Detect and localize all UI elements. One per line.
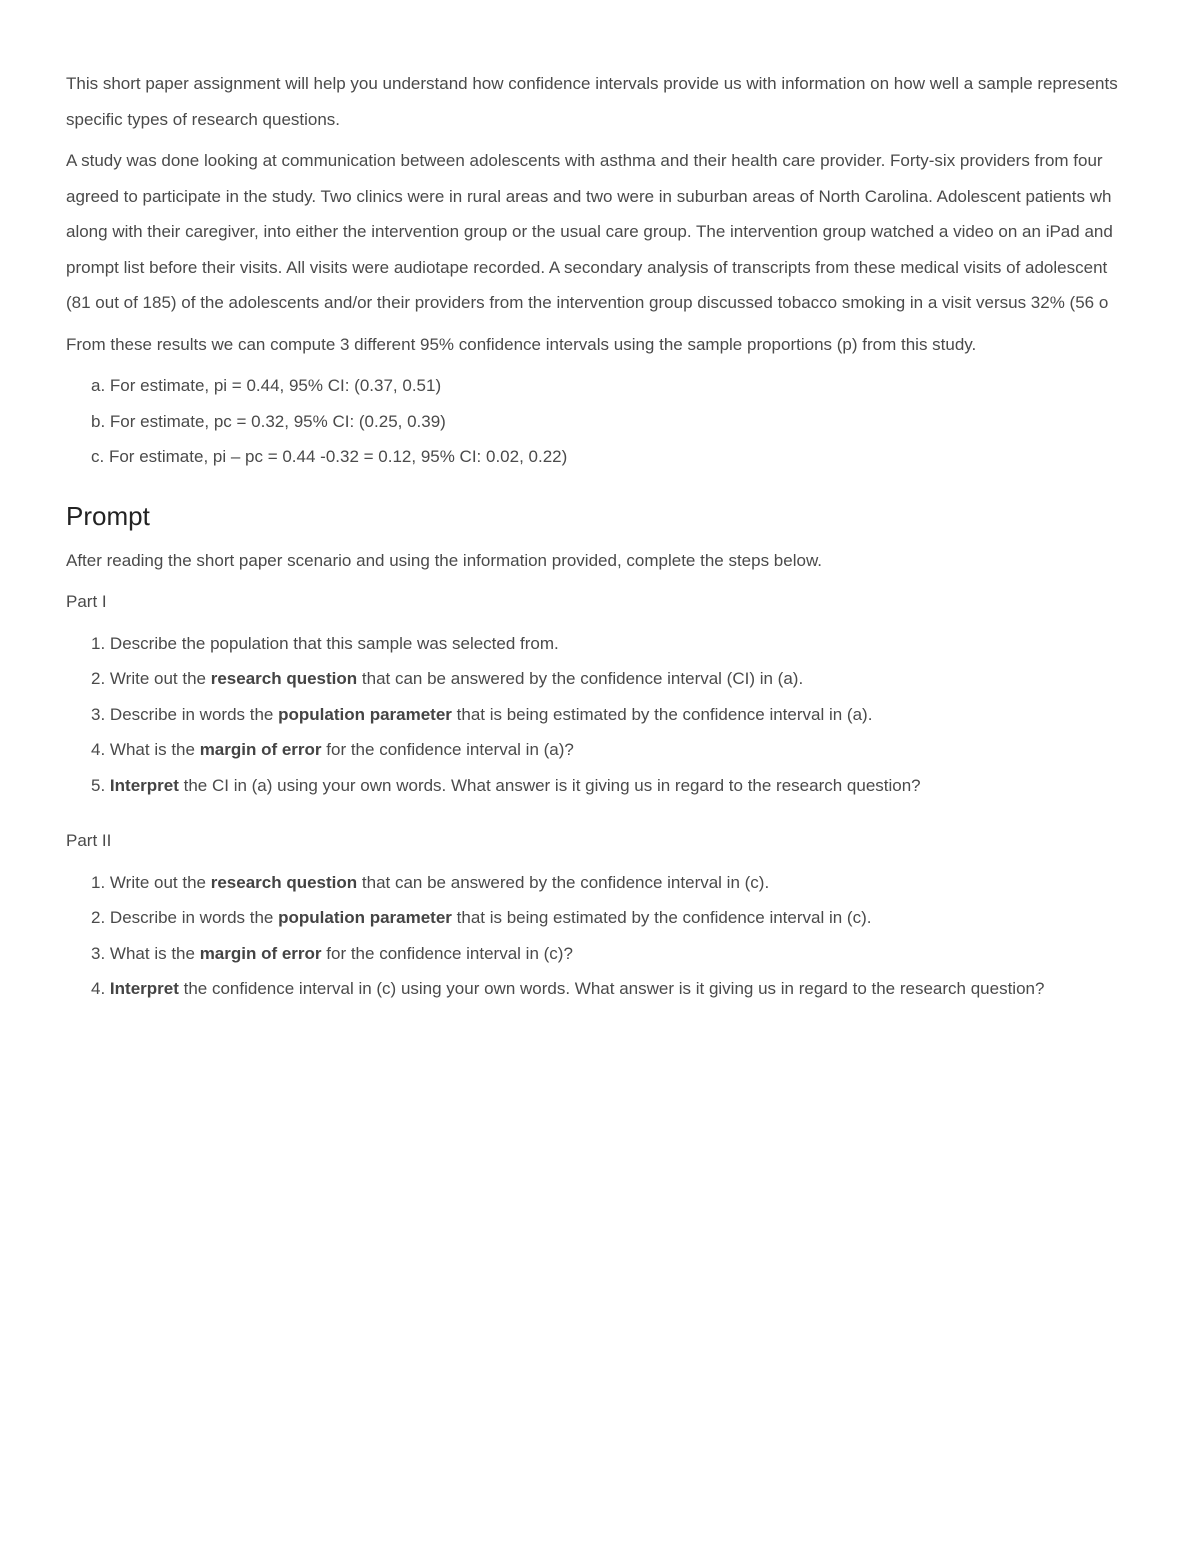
- step-number: 1.: [91, 872, 106, 892]
- part-2-step: [66, 900, 1146, 936]
- step-number: 4.: [91, 740, 106, 759]
- step-key-term: Interpret: [109, 775, 179, 795]
- step-text: Write out the: [109, 872, 211, 892]
- step-key-term: population parameter: [278, 908, 452, 927]
- ci-text: For estimate, pi = 0.44, 95% CI: (0.37, 0.51): [109, 376, 442, 395]
- part-1-label: Part I: [66, 592, 107, 611]
- ci-item-a: [66, 368, 1146, 404]
- part-1-step: [66, 661, 1146, 697]
- part-2-steps: [66, 865, 1146, 1007]
- study-line: prompt list before their visits. All visits were audiotape recorded. A secondary analysis of transcripts from these medical visits of adolescent: [66, 257, 1108, 277]
- ci-text: For estimate, pc = 0.32, 95% CI: (0.25, 0.39): [109, 411, 446, 431]
- step-text: Describe in words the: [109, 908, 279, 927]
- part-2-step: [66, 971, 1146, 1007]
- study-paragraph: [66, 143, 1146, 321]
- step-text: that can be answered by the confidence interval in (c).: [357, 872, 770, 892]
- step-key-term: population parameter: [278, 704, 452, 724]
- step-key-term: research question: [210, 669, 358, 688]
- document-page: [66, 66, 1146, 1007]
- part-1-steps: [66, 626, 1146, 804]
- part-1-step: [66, 768, 1146, 804]
- prompt-instructions: [66, 543, 1146, 579]
- part-1-step: [66, 626, 1146, 662]
- ci-item-c: [66, 439, 1146, 475]
- step-text: that can be answered by the confidence interval (CI) in (a).: [357, 669, 804, 688]
- study-line: A study was done looking at communication between adolescents with asthma and their health care provider. Forty-six providers from four: [66, 151, 1103, 170]
- step-number: 2.: [91, 669, 106, 688]
- step-text: What is the: [109, 943, 200, 963]
- ci-text: For estimate, pi – pc = 0.44 -0.32 = 0.12, 95% CI: 0.02, 0.22): [108, 447, 568, 466]
- step-text: Write out the: [109, 669, 211, 688]
- step-text: the CI in (a) using your own words. What answer is it giving us in regard to the research question?: [178, 775, 921, 795]
- prompt-heading: Prompt: [66, 500, 150, 531]
- ci-marker: b.: [91, 411, 106, 431]
- ci-marker: a.: [91, 376, 106, 395]
- step-number: 3.: [91, 943, 106, 963]
- step-text: that is being estimated by the confidence interval in (a).: [451, 704, 873, 724]
- intro-line: This short paper assignment will help you understand how confidence intervals provide us with information on how well a sample represents: [66, 74, 1118, 93]
- step-number: 5.: [91, 775, 106, 795]
- study-line: along with their caregiver, into either the intervention group or the usual care group. The intervention group watched a video on an iPad and: [66, 222, 1113, 241]
- ci-marker: c.: [91, 447, 105, 466]
- step-text: for the confidence interval in (a)?: [321, 740, 574, 759]
- step-key-term: margin of error: [199, 943, 322, 963]
- step-text: What is the: [109, 740, 200, 759]
- step-key-term: margin of error: [199, 740, 322, 759]
- step-number: 3.: [91, 704, 106, 724]
- step-text: for the confidence interval in (c)?: [321, 943, 573, 963]
- intro-line: specific types of research questions.: [66, 109, 341, 129]
- instructions-line: After reading the short paper scenario and using the information provided, complete the steps below.: [66, 550, 823, 570]
- study-line: agreed to participate in the study. Two clinics were in rural areas and two were in suburban areas of North Carolina. Adolescent patients wh: [66, 186, 1112, 206]
- part-2-label: Part II: [66, 831, 112, 850]
- part-2-step: [66, 936, 1146, 972]
- compute-line: From these results we can compute 3 different 95% confidence intervals using the sample proportions (p) from this study.: [66, 334, 977, 354]
- ci-item-b: [66, 404, 1146, 440]
- step-text: Describe in words the: [109, 704, 279, 724]
- step-key-term: research question: [210, 872, 358, 892]
- step-text: the confidence interval in (c) using your own words. What answer is it giving us in regard to the research question?: [178, 979, 1045, 998]
- step-text: Describe the population that this sample was selected from.: [109, 633, 559, 653]
- intro-paragraph: [66, 66, 1146, 137]
- part-2-step: [66, 865, 1146, 901]
- step-number: 2.: [91, 908, 106, 927]
- study-line: (81 out of 185) of the adolescents and/or their providers from the intervention group discussed tobacco smoking in a visit versus 32% (56 o: [66, 293, 1109, 312]
- part-1-step: [66, 697, 1146, 733]
- compute-paragraph: [66, 327, 1146, 363]
- part-1-step: [66, 732, 1146, 768]
- confidence-interval-list: [66, 368, 1146, 475]
- step-text: that is being estimated by the confidence interval in (c).: [451, 908, 872, 927]
- step-key-term: Interpret: [109, 979, 179, 998]
- step-number: 4.: [91, 979, 106, 998]
- step-number: 1.: [91, 633, 106, 653]
